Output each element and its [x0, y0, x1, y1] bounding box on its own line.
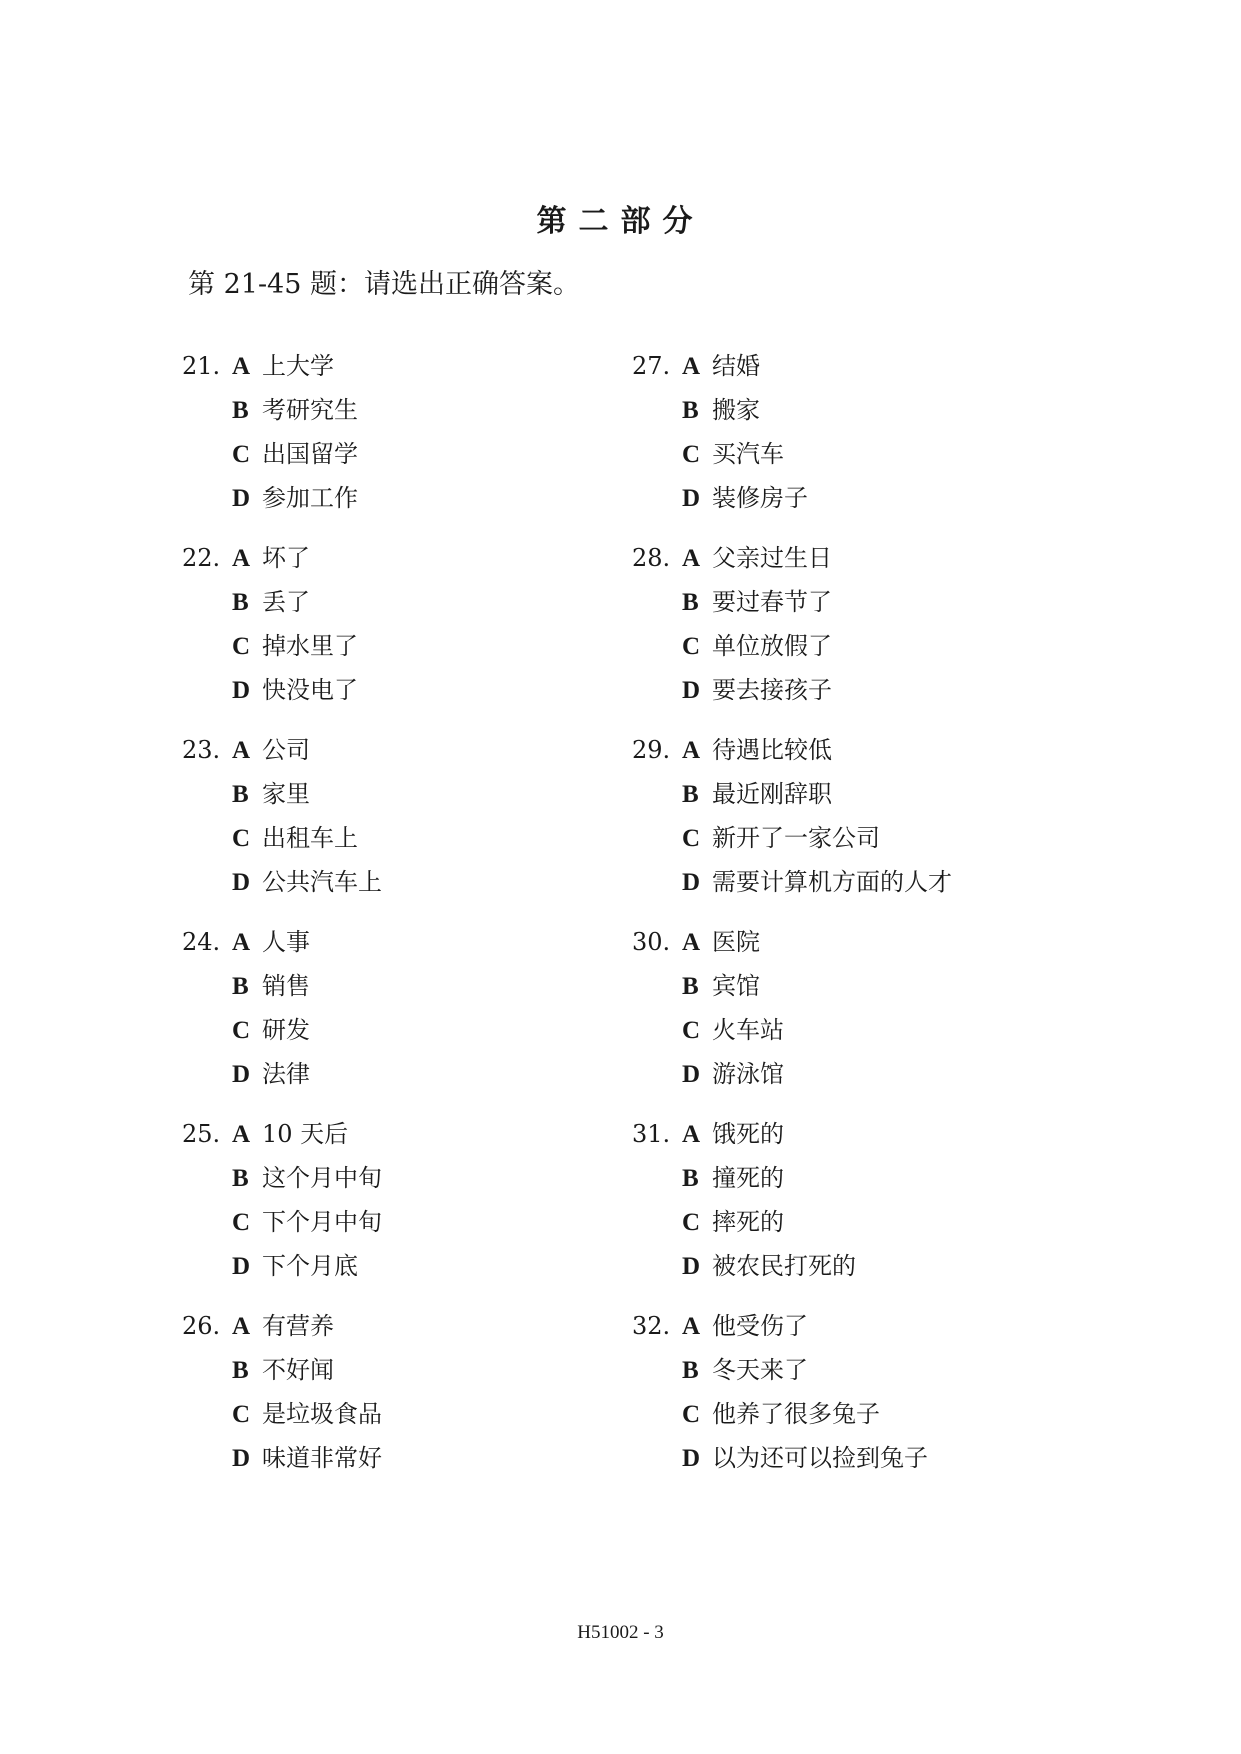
option-letter: D: [682, 869, 701, 896]
option-letter: D: [682, 1253, 701, 1280]
answer-option[interactable]: [682, 588, 832, 616]
option-text: 搬家: [712, 396, 760, 424]
option-letter: B: [682, 973, 699, 1000]
question-column-right: [632, 352, 1052, 1504]
question-block: [632, 1312, 1052, 1504]
option-letter: C: [232, 441, 251, 468]
option-letter: A: [232, 929, 251, 956]
option-letter: D: [232, 1253, 251, 1280]
answer-option[interactable]: [232, 396, 358, 424]
option-text: 公共汽车上: [262, 868, 382, 896]
option-text: 他受伤了: [712, 1312, 808, 1340]
option-text: 考研究生: [262, 396, 358, 424]
answer-option[interactable]: [232, 676, 358, 704]
option-letter: B: [232, 781, 249, 808]
answer-option[interactable]: [682, 1060, 784, 1088]
option-letter: B: [232, 1357, 249, 1384]
option-text: 下个月中旬: [262, 1208, 382, 1236]
option-text: 要去接孩子: [712, 676, 832, 704]
answer-option[interactable]: [682, 632, 832, 660]
question-number: 23.: [182, 736, 221, 764]
option-letter: B: [682, 1357, 699, 1384]
answer-option[interactable]: [232, 736, 310, 764]
answer-option[interactable]: [232, 1060, 310, 1088]
option-text: 游泳馆: [712, 1060, 784, 1088]
answer-option[interactable]: [232, 1400, 382, 1428]
option-text: 出国留学: [262, 440, 358, 468]
option-text: 是垃圾食品: [262, 1400, 382, 1428]
answer-option[interactable]: [682, 1444, 928, 1472]
answer-option[interactable]: [682, 736, 832, 764]
answer-option[interactable]: [682, 1312, 808, 1340]
answer-option[interactable]: [232, 1356, 334, 1384]
option-letter: B: [682, 1165, 699, 1192]
answer-option[interactable]: [682, 1120, 784, 1148]
option-text: 下个月底: [262, 1252, 358, 1280]
question-block: [632, 928, 1052, 1120]
question-block: [632, 352, 1052, 544]
option-letter: C: [682, 633, 701, 660]
option-text: 不好闻: [262, 1356, 334, 1384]
option-letter: A: [682, 545, 701, 572]
option-letter: B: [232, 397, 249, 424]
option-text: 摔死的: [712, 1208, 784, 1236]
option-letter: D: [232, 1061, 251, 1088]
option-letter: D: [682, 1061, 701, 1088]
answer-option[interactable]: [232, 484, 358, 512]
option-letter: A: [232, 737, 251, 764]
question-block: [182, 352, 602, 544]
answer-option[interactable]: [682, 824, 880, 852]
question-number: 27.: [632, 352, 671, 380]
option-text: 冬天来了: [712, 1356, 808, 1384]
option-letter: B: [682, 397, 699, 424]
option-text: 他养了很多兔子: [712, 1400, 880, 1428]
question-number: 30.: [632, 928, 671, 956]
answer-option[interactable]: [232, 972, 310, 1000]
option-letter: C: [682, 825, 701, 852]
option-letter: D: [682, 677, 701, 704]
option-text: 公司: [262, 736, 310, 764]
answer-option[interactable]: [232, 1312, 334, 1340]
option-letter: B: [682, 589, 699, 616]
answer-option[interactable]: [682, 780, 832, 808]
question-block: [632, 544, 1052, 736]
option-text: 研发: [262, 1016, 310, 1044]
question-block: [182, 544, 602, 736]
answer-option[interactable]: [682, 1164, 784, 1192]
option-text: 10 天后: [262, 1120, 349, 1148]
option-letter: D: [232, 869, 251, 896]
option-letter: D: [232, 677, 251, 704]
question-number: 28.: [632, 544, 671, 572]
option-text: 参加工作: [262, 484, 358, 512]
answer-option[interactable]: [682, 1252, 856, 1280]
option-letter: C: [682, 441, 701, 468]
option-text: 要过春节了: [712, 588, 832, 616]
option-text: 宾馆: [712, 972, 760, 1000]
answer-option[interactable]: [682, 868, 952, 896]
answer-option[interactable]: [682, 676, 832, 704]
answer-option[interactable]: [232, 1444, 382, 1472]
option-letter: C: [232, 1401, 251, 1428]
instruction-text: 第 21-45 题：请选出正确答案。: [188, 269, 581, 300]
section-title: 第二部分: [536, 204, 705, 239]
option-letter: A: [682, 1313, 701, 1340]
option-letter: D: [232, 485, 251, 512]
option-text: 上大学: [262, 352, 334, 380]
answer-option[interactable]: [682, 928, 760, 956]
option-text: 快没电了: [262, 676, 358, 704]
question-block: [182, 736, 602, 928]
option-text: 法律: [262, 1060, 310, 1088]
answer-option[interactable]: [232, 1016, 310, 1044]
question-number: 26.: [182, 1312, 221, 1340]
option-letter: A: [682, 353, 701, 380]
answer-option[interactable]: [232, 1120, 348, 1148]
option-text: 父亲过生日: [712, 544, 832, 572]
option-letter: D: [682, 1445, 701, 1472]
option-text: 出租车上: [262, 824, 358, 852]
option-letter: C: [232, 633, 251, 660]
option-text: 买汽车: [712, 440, 784, 468]
option-text: 掉水里了: [262, 632, 358, 660]
question-block: [632, 736, 1052, 928]
option-letter: A: [232, 1121, 251, 1148]
question-block: [182, 1312, 602, 1504]
option-letter: C: [682, 1017, 701, 1044]
option-text: 这个月中旬: [262, 1164, 382, 1192]
option-letter: B: [682, 781, 699, 808]
question-block: [182, 928, 602, 1120]
question-column-left: [182, 352, 602, 1504]
question-number: 32.: [632, 1312, 671, 1340]
question-number: 31.: [632, 1120, 671, 1148]
answer-option[interactable]: [232, 1164, 382, 1192]
option-text: 装修房子: [712, 484, 808, 512]
answer-option[interactable]: [232, 544, 310, 572]
answer-option[interactable]: [232, 780, 310, 808]
option-letter: B: [232, 1165, 249, 1192]
option-letter: D: [232, 1445, 251, 1472]
option-letter: C: [232, 1209, 251, 1236]
question-block: [182, 1120, 602, 1312]
option-text: 味道非常好: [262, 1444, 382, 1472]
option-text: 最近刚辞职: [712, 780, 832, 808]
option-letter: C: [682, 1401, 701, 1428]
answer-option[interactable]: [682, 1356, 808, 1384]
answer-option[interactable]: [682, 972, 760, 1000]
answer-option[interactable]: [232, 588, 310, 616]
page-footer: H51002 - 3: [577, 1622, 664, 1643]
question-block: [632, 1120, 1052, 1312]
answer-option[interactable]: [232, 928, 310, 956]
option-text: 销售: [262, 972, 310, 1000]
option-letter: B: [232, 589, 249, 616]
option-text: 待遇比较低: [712, 736, 832, 764]
option-text: 结婚: [712, 352, 760, 380]
option-text: 有营养: [262, 1312, 334, 1340]
option-text: 单位放假了: [712, 632, 832, 660]
option-letter: C: [232, 1017, 251, 1044]
answer-option[interactable]: [682, 544, 832, 572]
option-letter: A: [232, 545, 251, 572]
question-number: 25.: [182, 1120, 221, 1148]
option-text: 坏了: [262, 544, 310, 572]
option-text: 新开了一家公司: [712, 824, 880, 852]
option-letter: A: [682, 737, 701, 764]
option-letter: A: [232, 353, 251, 380]
answer-option[interactable]: [232, 352, 334, 380]
option-letter: B: [232, 973, 249, 1000]
answer-option[interactable]: [682, 1016, 784, 1044]
option-text: 人事: [262, 928, 310, 956]
option-text: 医院: [712, 928, 760, 956]
option-letter: C: [682, 1209, 701, 1236]
answer-option[interactable]: [682, 396, 760, 424]
answer-option[interactable]: [682, 352, 760, 380]
answer-option[interactable]: [682, 1400, 880, 1428]
answer-option[interactable]: [232, 440, 358, 468]
answer-option[interactable]: [232, 824, 358, 852]
option-text: 需要计算机方面的人才: [712, 868, 952, 896]
answer-option[interactable]: [232, 1208, 382, 1236]
option-letter: C: [232, 825, 251, 852]
question-number: 22.: [182, 544, 221, 572]
question-number: 29.: [632, 736, 671, 764]
option-letter: A: [682, 1121, 701, 1148]
option-text: 火车站: [712, 1016, 784, 1044]
option-letter: D: [682, 485, 701, 512]
option-text: 以为还可以捡到兔子: [712, 1444, 928, 1472]
option-text: 被农民打死的: [712, 1252, 856, 1280]
question-number: 21.: [182, 352, 221, 380]
answer-option[interactable]: [232, 868, 382, 896]
option-text: 丢了: [262, 588, 310, 616]
option-text: 撞死的: [712, 1164, 784, 1192]
option-text: 家里: [262, 780, 310, 808]
answer-option[interactable]: [682, 440, 784, 468]
question-number: 24.: [182, 928, 221, 956]
option-letter: A: [682, 929, 701, 956]
answer-option[interactable]: [682, 484, 808, 512]
answer-option[interactable]: [232, 632, 358, 660]
answer-option[interactable]: [232, 1252, 358, 1280]
option-text: 饿死的: [712, 1120, 784, 1148]
answer-option[interactable]: [682, 1208, 784, 1236]
option-letter: A: [232, 1313, 251, 1340]
